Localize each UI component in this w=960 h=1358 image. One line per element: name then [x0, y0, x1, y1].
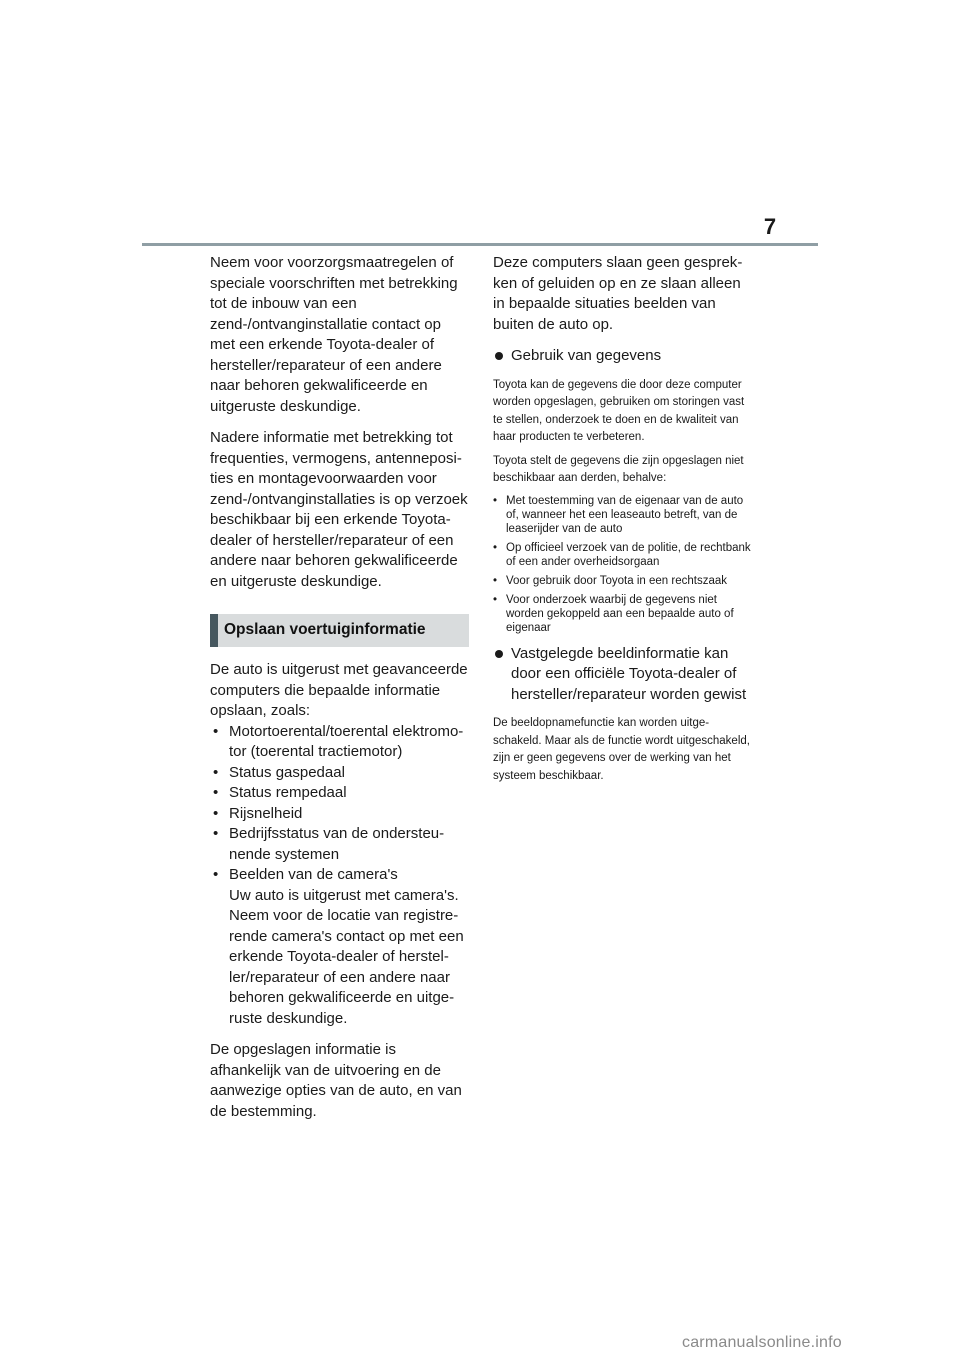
list-item: • Op officieel verzoek van de politie, de rechtbank of een ander overheidsorgaan [493, 541, 751, 568]
list-item: • Voor gebruik door Toyota in een rechtszaak [493, 574, 727, 587]
stored-info-list [210, 722, 470, 1030]
paragraph-radio-installation: Neem voor voorzorgsmaatregelen of speciale voorschriften met betrekking tot de inbouw van een zend-/ontvanginstallatie contact op met een erkende Toyota-dealer of hersteller/reparateur of een andere naar behoren gekwalificeerde en uitgeruste deskundige. [210, 254, 458, 415]
list-item: • Bedrijfsstatus van de ondersteunende systemen [213, 825, 445, 863]
list-item: • Status gaspedaal [210, 763, 470, 784]
list-item: • Rijsnelheid [210, 804, 470, 825]
list-item: • Beelden van de camera's Uw auto is uitgerust met camera's. Neem voor de locatie van registrerende camera's contact op met een erkende Toyota-dealer of hersteller/reparateur of een andere naar behoren gekwalificeerde en uitgeruste deskundige. [213, 866, 464, 1027]
bullet-icon: • [213, 825, 219, 842]
subheading-data-use: Gebruik van gegevens [493, 346, 753, 367]
list-item: • Motortoerental/toerental elektromotor (toerental tractiemotor) [213, 722, 464, 760]
list-item: • Status rempedaal [210, 783, 470, 804]
page-number: 7 [763, 214, 777, 239]
section-heading: Opslaan voertuiginformatie [210, 614, 469, 647]
bullet-icon: • [213, 784, 219, 801]
paragraph-third-parties: Toyota stelt de gegevens die zijn opgeslagen niet beschikbaar aan derden, behalve: [493, 454, 744, 484]
right-column [493, 253, 753, 791]
paragraph-computers: Deze computers slaan geen gesprekken of geluiden op en ze slaan alleen in bepaalde situaties beelden van buiten de auto op. [493, 254, 743, 333]
bullet-icon: • [213, 763, 219, 781]
list-item: • Met toestemming van de eigenaar van de auto of, wanneer het een leaseauto betreft, van de leaserijder van de auto [493, 494, 744, 535]
bullet-icon: • [493, 574, 498, 587]
bullet-icon: • [493, 593, 498, 606]
list-item: • Voor onderzoek waarbij de gegevens niet worden gekoppeld aan een bepaalde auto of eigenaar [493, 593, 734, 634]
bullet-dot-icon [495, 352, 503, 360]
exceptions-list [493, 494, 753, 635]
header-rule [142, 243, 818, 246]
paragraph-data-use: Toyota kan de gegevens die door deze computer worden opgeslagen, gebruiken om storingen vast te stellen, onderzoek te doen en de kwaliteit van haar producten te verbeteren. [493, 378, 745, 443]
bullet-icon: • [213, 804, 219, 822]
paragraph-intro: De auto is uitgerust met geavanceerde computers die bepaalde informatie opslaan, zoals: [210, 661, 468, 719]
paragraph-image-recording: De beeldopnamefunctie kan worden uitgeschakeld. Maar als de functie wordt uitgeschakeld, zijn er geen gegevens over de werking van het systeem beschikbaar. [493, 717, 750, 782]
bullet-icon: • [493, 541, 498, 554]
paragraph-frequencies: Nadere informatie met betrekking tot frequenties, vermogens, antenneposities en montagevoorwaarden voor zend-/ontvanginstallaties is op verzoek beschikbaar bij een erkende Toyota-dealer of hersteller/reparateur of een andere naar behoren gekwalificeerde en uitgeruste deskundige. [210, 429, 468, 590]
bullet-icon: • [493, 494, 498, 507]
paragraph-stored-info: De opgeslagen informatie is afhankelijk van de uitvoering en de aanwezige opties van de auto, en van de bestemming. [210, 1041, 462, 1120]
left-column [210, 253, 470, 1133]
bullet-icon: • [213, 866, 219, 883]
subheading-image-data: Vastgelegde beeldinformatie kan door een officiële Toyota-dealer of hersteller/reparateur worden gewist [493, 644, 753, 706]
bullet-dot-icon [495, 650, 503, 658]
bullet-icon: • [213, 722, 219, 740]
watermark: carmanualsonline.info [682, 1334, 842, 1351]
camera-note: Uw auto is uitgerust met camera's. Neem voor de locatie van registrerende camera's contact op met een erkende Toyota-dealer of hersteller/reparateur of een andere naar behoren gekwalificeerde en uitgeruste deskundige. [229, 886, 464, 1027]
